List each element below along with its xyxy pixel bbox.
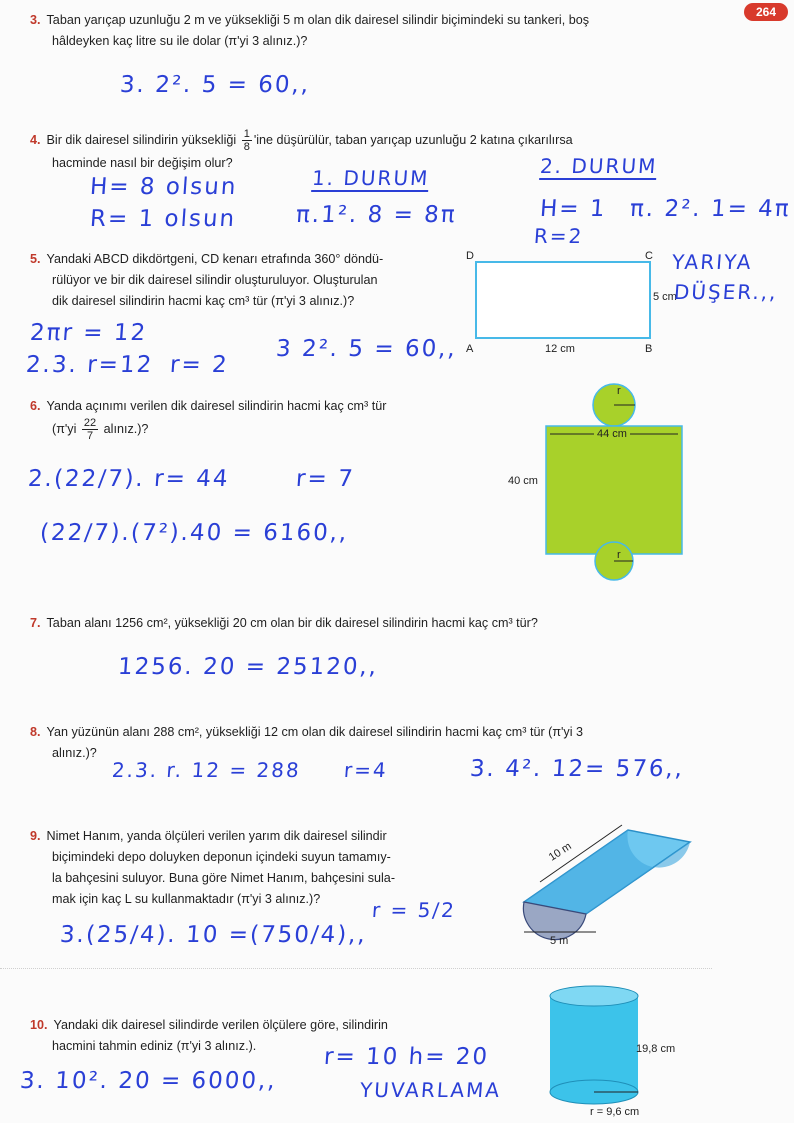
rectangle-shape <box>476 262 650 338</box>
question-text: Yanda açınımı verilen dik dairesel silindirin hacmi kaç cm³ tür <box>46 399 387 413</box>
vertex-label: D <box>466 250 474 262</box>
question-6 <box>30 396 470 442</box>
width-label: 44 cm <box>594 428 630 440</box>
handwritten-note: YARIYA <box>671 250 754 274</box>
radius-label: r <box>617 549 621 561</box>
half-cylinder-tank-figure <box>510 820 710 960</box>
vertex-label: A <box>466 343 474 355</box>
question-text: hacminde nasıl bir değişim olur? <box>52 156 233 170</box>
width-label: 5 m <box>550 935 569 947</box>
question-text: Yan yüzünün alanı 288 cm², yüksekliği 12 cm olan dik dairesel silindirin hacmi kaç cm³ tür (π'yi 3 <box>46 725 584 739</box>
handwritten-note: π. 2². 1= 4π <box>629 196 792 222</box>
question-text: mak için kaç L su kullanmaktadır (π'yi 3 alınız.)? <box>52 892 321 906</box>
length-label: 10 m <box>546 840 574 864</box>
question-text: alınız.)? <box>52 746 97 760</box>
cylinder-top <box>550 986 638 1006</box>
handwritten-note: r= 2 <box>169 352 230 378</box>
question-text: hâldeyken kaç litre su ile dolar (π'yi 3 alınız.)? <box>52 34 308 48</box>
handwritten-answer: 3. 2². 5 = 60,, <box>119 72 312 98</box>
question-text: Yandaki dik dairesel silindirde verilen ölçülere göre, silindirin <box>53 1018 388 1032</box>
handwritten-heading: 2. DURUM <box>539 154 659 178</box>
question-7 <box>30 613 750 634</box>
question-text: alınız.)? <box>103 421 149 436</box>
handwritten-answer: 3.(25/4). 10 =(750/4),, <box>59 922 368 948</box>
question-text: biçimindeki depo doluyken deponun içindeki suyun tamamıy- <box>52 850 391 864</box>
handwritten-note: 2πr = 12 <box>29 320 149 346</box>
question-number: 5. <box>30 252 41 266</box>
fraction: $\frac{22}{7}$ <box>83 417 97 442</box>
question-text: Taban alanı 1256 cm², yüksekliği 20 cm olan bir dik dairesel silindirin hacmi kaç cm³ tür? <box>46 616 538 630</box>
vertex-label: B <box>645 343 653 355</box>
question-text: hacmini tahmin ediniz (π'yi 3 alınız.). <box>52 1039 257 1053</box>
handwritten-note: r= 7 <box>295 466 356 492</box>
handwritten-note: 2.3. r=12 <box>25 352 155 378</box>
handwritten-note: H= 8 olsun <box>89 174 239 200</box>
handwritten-answer: 1256. 20 = 25120,, <box>117 654 380 680</box>
page-number-badge: 264 <box>744 3 788 21</box>
question-number: 8. <box>30 725 41 739</box>
vertex-label: C <box>645 250 653 262</box>
side-length-label: 5 cm <box>653 291 677 303</box>
question-number: 9. <box>30 829 41 843</box>
question-number: 4. <box>30 132 41 147</box>
fraction: $\frac{1}{8}$ <box>243 128 250 153</box>
radius-label: r <box>617 385 621 397</box>
handwritten-note: r=4 <box>343 758 389 782</box>
rectangle-abcd-figure <box>462 248 692 358</box>
section-divider <box>0 968 712 969</box>
question-5 <box>30 249 460 312</box>
question-number: 7. <box>30 616 41 630</box>
question-3 <box>30 10 730 52</box>
question-text: rülüyor ve bir dik dairesel silindir oluşturuluyor. Oluşturulan <box>52 273 378 287</box>
question-number: 3. <box>30 13 41 27</box>
handwritten-answer: 3. 10². 20 = 6000,, <box>19 1068 278 1094</box>
question-text: 'ine düşürülür, taban yarıçap uzunluğu 2 katına çıkarılırsa <box>253 132 573 147</box>
cylinder-net-figure <box>540 382 690 582</box>
cylinder-body <box>550 996 638 1092</box>
handwritten-answer: (22/7).(7²).40 = 6160,, <box>39 520 350 546</box>
handwritten-note: 2.(22/7). r= 44 <box>27 466 231 492</box>
question-number: 10. <box>30 1018 48 1032</box>
cylinder-figure <box>546 984 642 1108</box>
question-text: Bir dik dairesel silindirin yüksekliği <box>46 132 237 147</box>
handwritten-note: R=2 <box>533 224 585 248</box>
handwritten-answer: 3. 4². 12= 576,, <box>469 756 686 782</box>
handwritten-note: YUVARLAMA <box>359 1078 502 1102</box>
handwritten-note: H= 1 <box>539 196 608 222</box>
question-text: Yandaki ABCD dikdörtgeni, CD kenarı etrafında 360° döndü- <box>46 252 384 266</box>
question-text: (π'yi <box>52 421 77 436</box>
handwritten-note: r= 10 h= 20 <box>323 1044 490 1070</box>
height-label: 40 cm <box>508 475 538 487</box>
bottom-length-label: 12 cm <box>545 343 575 355</box>
question-text: la bahçesini suluyor. Buna göre Nimet Hanım, bahçesini sula- <box>52 871 396 885</box>
handwritten-note: R= 1 olsun <box>89 206 238 232</box>
question-text: dik dairesel silindirin hacmi kaç cm³ tür (π'yi 3 alınız.)? <box>52 294 355 308</box>
handwritten-answer: 3 2². 5 = 60,, <box>275 336 458 362</box>
height-label: 19,8 cm <box>636 1043 676 1055</box>
question-number: 6. <box>30 399 41 413</box>
handwritten-note: DÜŞER.,, <box>673 280 779 304</box>
lateral-rectangle <box>546 426 682 554</box>
question-text: Nimet Hanım, yanda ölçüleri verilen yarım dik dairesel silindir <box>46 829 387 843</box>
question-text: Taban yarıçap uzunluğu 2 m ve yüksekliği 5 m olan dik dairesel silindir biçimindeki su tankeri, boş <box>46 13 590 27</box>
radius-label: r = 9,6 cm <box>590 1106 640 1118</box>
handwritten-heading: 1. DURUM <box>311 166 431 190</box>
handwritten-note: π.1². 8 = 8π <box>295 202 458 228</box>
handwritten-note: 2.3. r. 12 = 288 <box>111 758 302 782</box>
handwritten-note: r = 5/2 <box>371 898 457 922</box>
